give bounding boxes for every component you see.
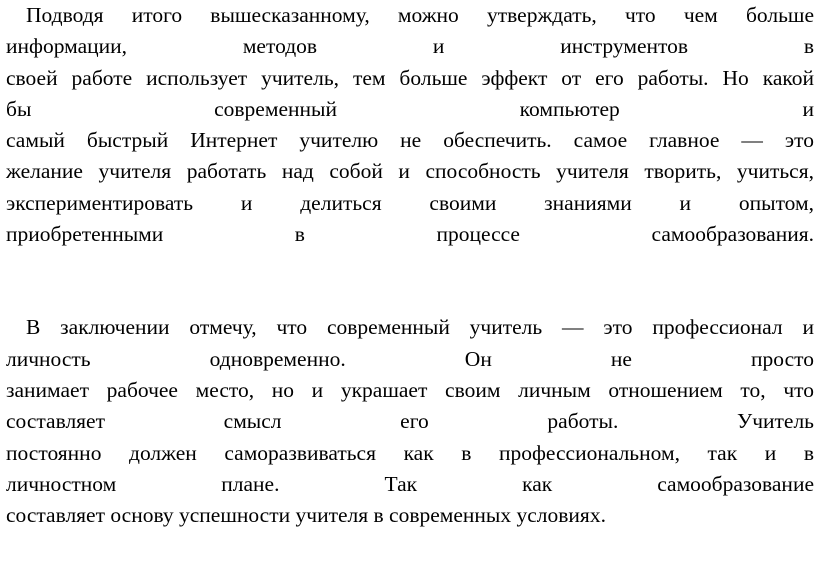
paragraph-spacer — [6, 250, 814, 312]
text-line: желание учителя работать над собой и способность учителя творить, учиться, — [6, 159, 814, 184]
text-line: Подводя итого вышесказанному, можно утверждать, что чем больше — [26, 3, 814, 27]
text-line: самый быстрый Интернет учителю не обеспечить. самое главное — это — [6, 128, 814, 153]
text-line: информации, методов и инструментов в — [6, 34, 814, 59]
text-line: занимает рабочее место, но и украшает своим личным отношением то, что — [6, 377, 814, 402]
document-body — [6, 0, 814, 531]
paragraph-conclusion-summary — [6, 0, 814, 250]
text-line: приобретенными в процессе самообразования. — [6, 222, 814, 247]
text-line: личностном плане. Так как самообразование — [6, 471, 814, 496]
paragraph-final-remark — [6, 312, 814, 531]
text-line: В заключении отмечу, что современный учитель — это профессионал и — [26, 315, 814, 340]
text-line: составляет основу успешности учителя в современных условиях. — [6, 503, 606, 528]
text-line: экспериментировать и делиться своими знаниями и опытом, — [6, 190, 814, 215]
text-line: составляет смысл его работы. Учитель — [6, 409, 814, 434]
text-line: личность одновременно. Он не просто — [6, 346, 814, 371]
text-line: бы современный компьютер и — [6, 96, 814, 121]
text-line: постоянно должен саморазвиваться как в профессиональном, так и в — [6, 440, 814, 465]
text-line: своей работе использует учитель, тем больше эффект от его работы. Но какой — [6, 65, 814, 90]
